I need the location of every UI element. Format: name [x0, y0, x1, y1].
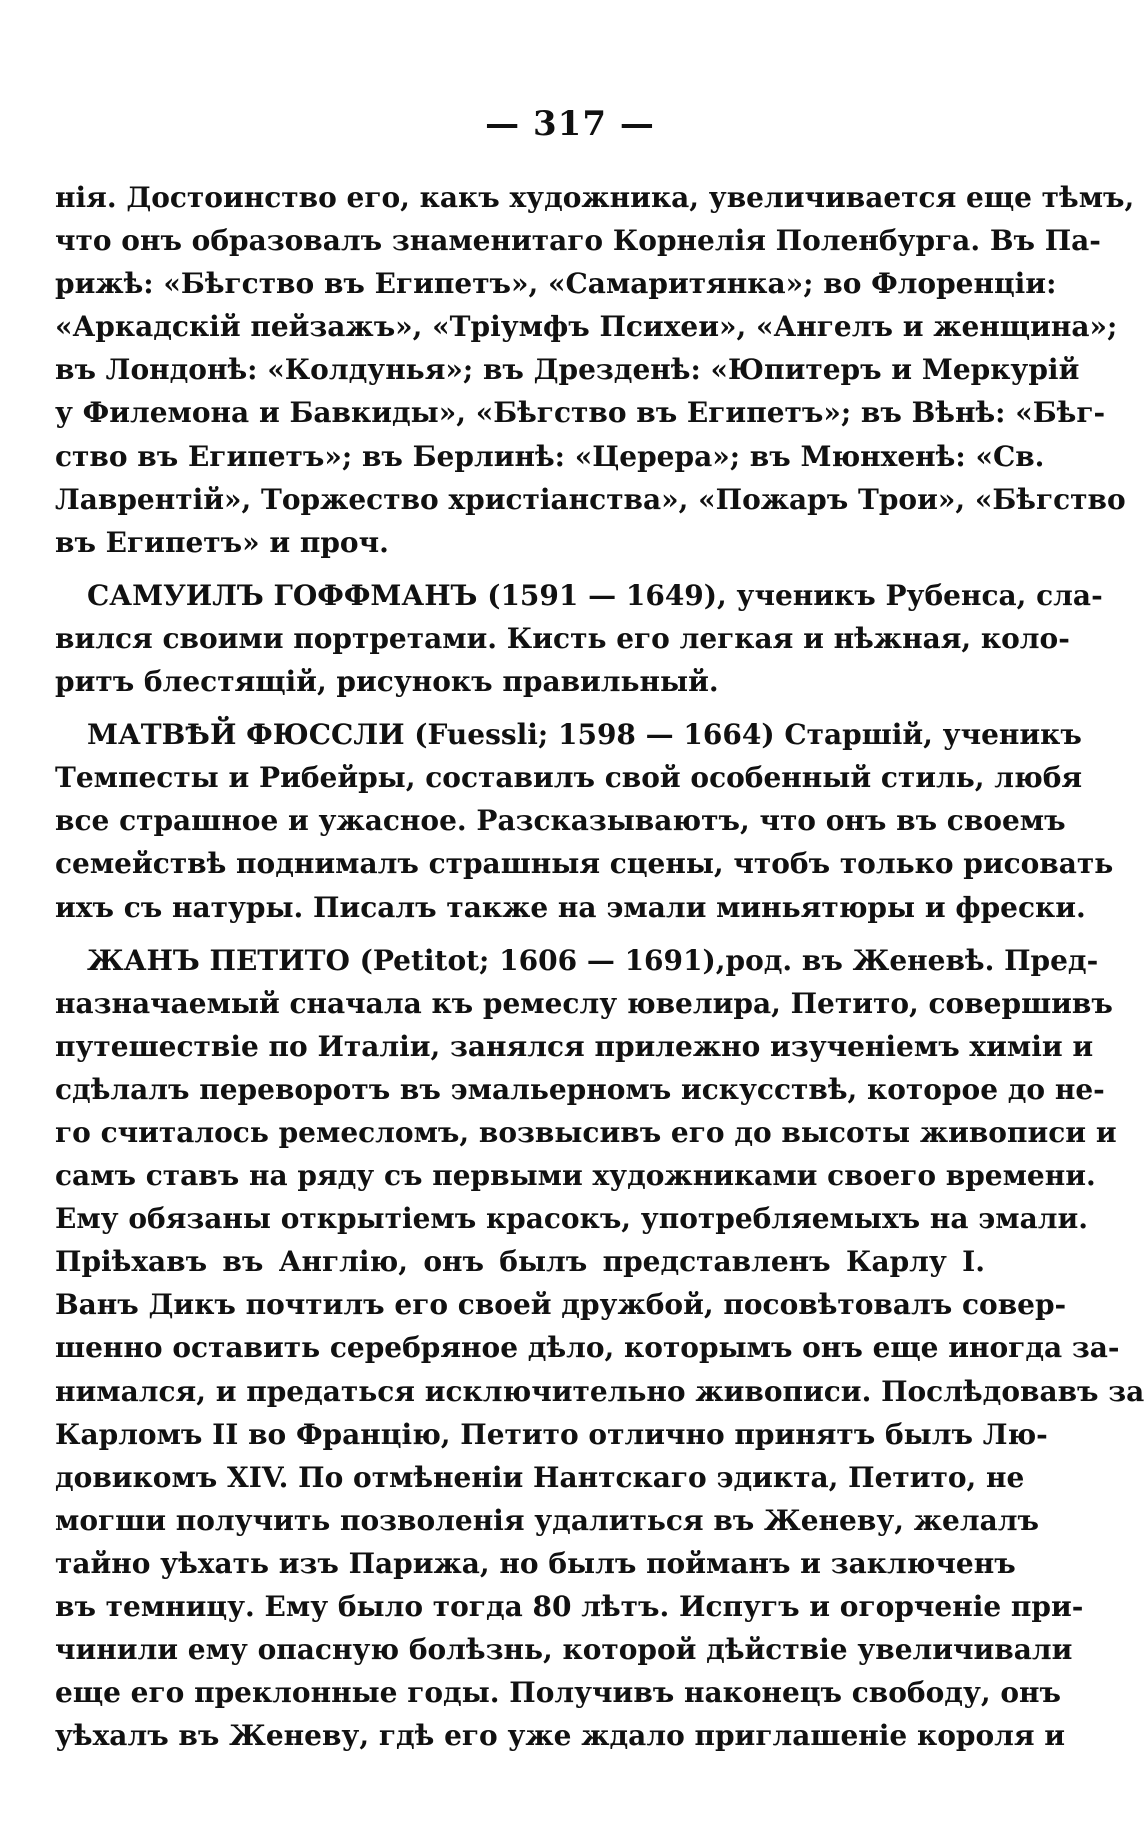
text-line: тайно уѣхать изъ Парижа, но былъ пойманъ и заключенъ [55, 1546, 1016, 1580]
text-line: назначаемый сначала къ ремеслу ювелира, Петито, совершивъ [55, 986, 1113, 1020]
text-line: ритъ блестящій, рисунокъ правильный. [55, 665, 719, 699]
text-line: Темпесты и Рибейры, составилъ свой особенный стиль, любя [55, 761, 1083, 795]
body-text [55, 176, 1144, 1757]
text-line: Ему обязаны открытіемъ красокъ, употребляемыхъ на эмали. [55, 1202, 1089, 1236]
text-line: рижѣ: «Бѣгство въ Египетъ», «Самаритянка»; во Флоренціи: [55, 267, 1057, 301]
page-number: — 317 — [485, 104, 655, 144]
text-line: довикомъ XIV. По отмѣненіи Нантскаго эдикта, Петито, не [55, 1460, 1025, 1494]
text-line: семействѣ поднималъ страшныя сцены, чтобъ только рисовать [55, 847, 1114, 881]
text-line: сдѣлалъ переворотъ въ эмальерномъ искусствѣ, которое до не- [55, 1072, 1105, 1106]
text-line: все страшное и ужасное. Разсказываютъ, что онъ въ своемъ [55, 804, 1066, 838]
text-line: самъ ставъ на ряду съ первыми художниками своего времени. [55, 1159, 1096, 1193]
text-line: Карломъ II во Францію, Петито отлично принятъ былъ Лю- [55, 1417, 1048, 1451]
text-line: нимался, и предаться исключительно живописи. Послѣдовавъ за [55, 1374, 1144, 1408]
text-line: ихъ съ натуры. Писалъ также на эмали миньятюры и фрески. [55, 890, 1086, 924]
entry-heading-line: МАТВѢЙ ФЮССЛИ (Fuessli; 1598 — 1664) Старшій, ученикъ [87, 718, 1082, 752]
text-line: что онъ образовалъ знаменитаго Корнелія Поленбурга. Въ Па- [55, 224, 1101, 258]
text-line: шенно оставить серебряное дѣло, которымъ онъ еще иногда за- [55, 1331, 1120, 1365]
text-line: Ванъ Дикъ почтилъ его своей дружбой, посовѣтовалъ совер- [55, 1288, 1067, 1322]
text-line: путешествіе по Италіи, занялся прилежно изученіемъ химіи и [55, 1029, 1094, 1063]
text-line: въ Лондонѣ: «Колдунья»; въ Дрезденѣ: «Юпитеръ и Меркурій [55, 353, 1080, 387]
text-line: въ темницу. Ему было тогда 80 лѣтъ. Испугъ и огорченіе при- [55, 1590, 1084, 1623]
text-line: у Филемона и Бавкиды», «Бѣгство въ Египетъ»; въ Вѣнѣ: «Бѣг- [55, 396, 1106, 430]
entry-heading-line: ЖАНЪ ПЕТИТО (Petitot; 1606 — 1691),род. въ Женевѣ. Пред- [87, 943, 1099, 977]
text-line: ство въ Египетъ»; въ Берлинѣ: «Церера»; въ Мюнхенѣ: «Св. [55, 439, 1045, 473]
text-line: Пріѣхавъ въ Англію, онъ былъ представленъ Карлу I. [55, 1245, 985, 1279]
text-line: «Аркадскій пейзажъ», «Тріумфъ Психеи», «Ангелъ и женщина»; [55, 310, 1118, 344]
text-line: въ Египетъ» и проч. [55, 525, 389, 559]
text-line: го считалось ремесломъ, возвысивъ его до высоты живописи и [55, 1115, 1117, 1149]
entry-heading-line: САМУИЛЪ ГОФФМАНЪ (1591 — 1649), ученикъ Рубенса, сла- [87, 578, 1103, 612]
text-line: нія. Достоинство его, какъ художника, увеличивается еще тѣмъ, [55, 181, 1135, 214]
text-line: чинили ему опасную болѣзнь, которой дѣйствіе увеличивали [55, 1633, 1073, 1667]
text-line: еще его преклонные годы. Получивъ наконецъ свободу, онъ [55, 1676, 1062, 1710]
text-line: Лаврентій», Торжество христіанства», «Пожаръ Трои», «Бѣгство [55, 482, 1126, 516]
text-line: вился своими портретами. Кисть его легкая и нѣжная, коло- [55, 621, 1070, 655]
text-line: уѣхалъ въ Женеву, гдѣ его уже ждало приглашеніе короля и [55, 1719, 1066, 1753]
text-line: могши получить позволенія удалиться въ Женеву, желалъ [55, 1503, 1039, 1537]
